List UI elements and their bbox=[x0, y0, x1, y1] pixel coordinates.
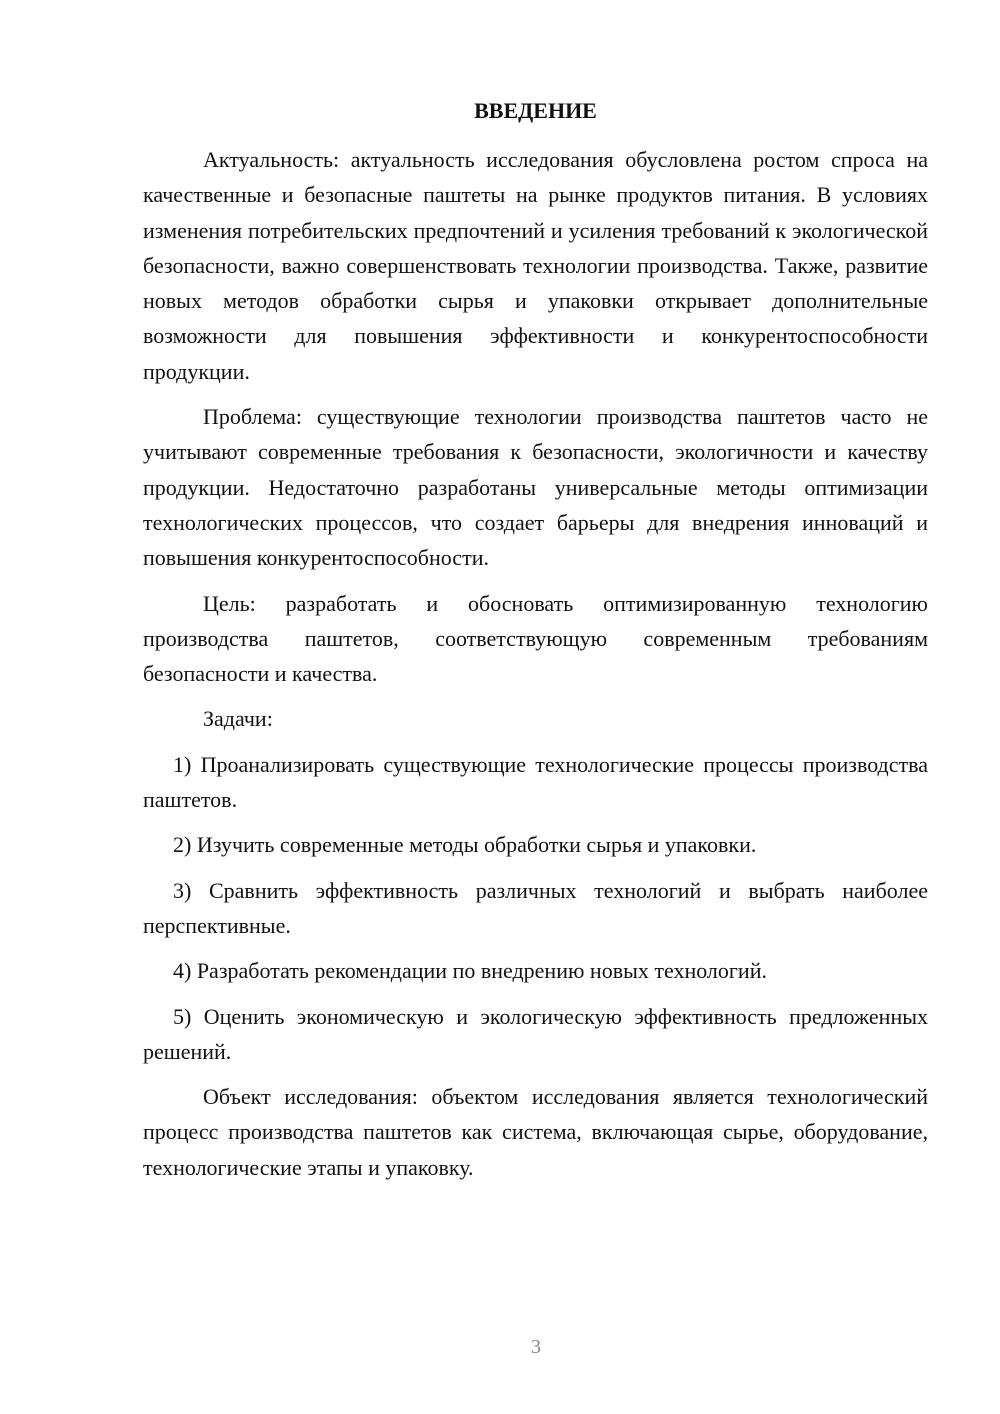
task-item-2: 2) Изучить современные методы обработки сырья и упаковки. bbox=[173, 832, 757, 858]
task-item-5: 5) Оценить экономическую и экологическую эффективность предложенных решений. bbox=[143, 1003, 928, 1064]
paragraph-goal: Цель: разработать и обосновать оптимизированную технологию производства паштетов, соответствующую современным требованиям безопасности и качества. bbox=[143, 590, 928, 687]
task-item-1: 1) Проанализировать существующие технологические процессы производства паштетов. bbox=[143, 751, 928, 813]
task-item-3: 3) Сравнить эффективность различных технологий и выбрать наиболее перспективные. bbox=[143, 877, 928, 938]
paragraph-problem: Проблема: существующие технологии производства паштетов часто не учитывают современные требования к безопасности, экологичности и качеству продукции. Недостаточно разработаны универсальные методы оптимизации технологических процессов, что создает барьеры для внедрения инноваций и повышения конкурентоспособности. bbox=[143, 404, 928, 571]
page-number: 3 bbox=[531, 1336, 541, 1358]
page-title: ВВЕДЕНИЕ bbox=[474, 98, 597, 123]
paragraph-relevance: Актуальность: актуальность исследования обусловлена ростом спроса на качественные и безопасные паштеты на рынке продуктов питания. В условиях изменения потребительских предпочтений и усиления требований к экологической безопасности, важно совершенствовать технологии производства. Также, развитие новых методов обработки сырья и упаковки открывает дополнительные возможности для повышения эффективности и конкурентоспособности продукции. bbox=[143, 147, 928, 384]
task-item-4: 4) Разработать рекомендации по внедрению новых технологий. bbox=[173, 958, 767, 984]
document-body bbox=[143, 142, 928, 1195]
paragraph-object: Объект исследования: объектом исследования является технологический процесс производства паштетов как система, включающая сырье, оборудование, технологические этапы и упаковку. bbox=[143, 1084, 928, 1180]
tasks-label: Задачи: bbox=[203, 706, 273, 732]
